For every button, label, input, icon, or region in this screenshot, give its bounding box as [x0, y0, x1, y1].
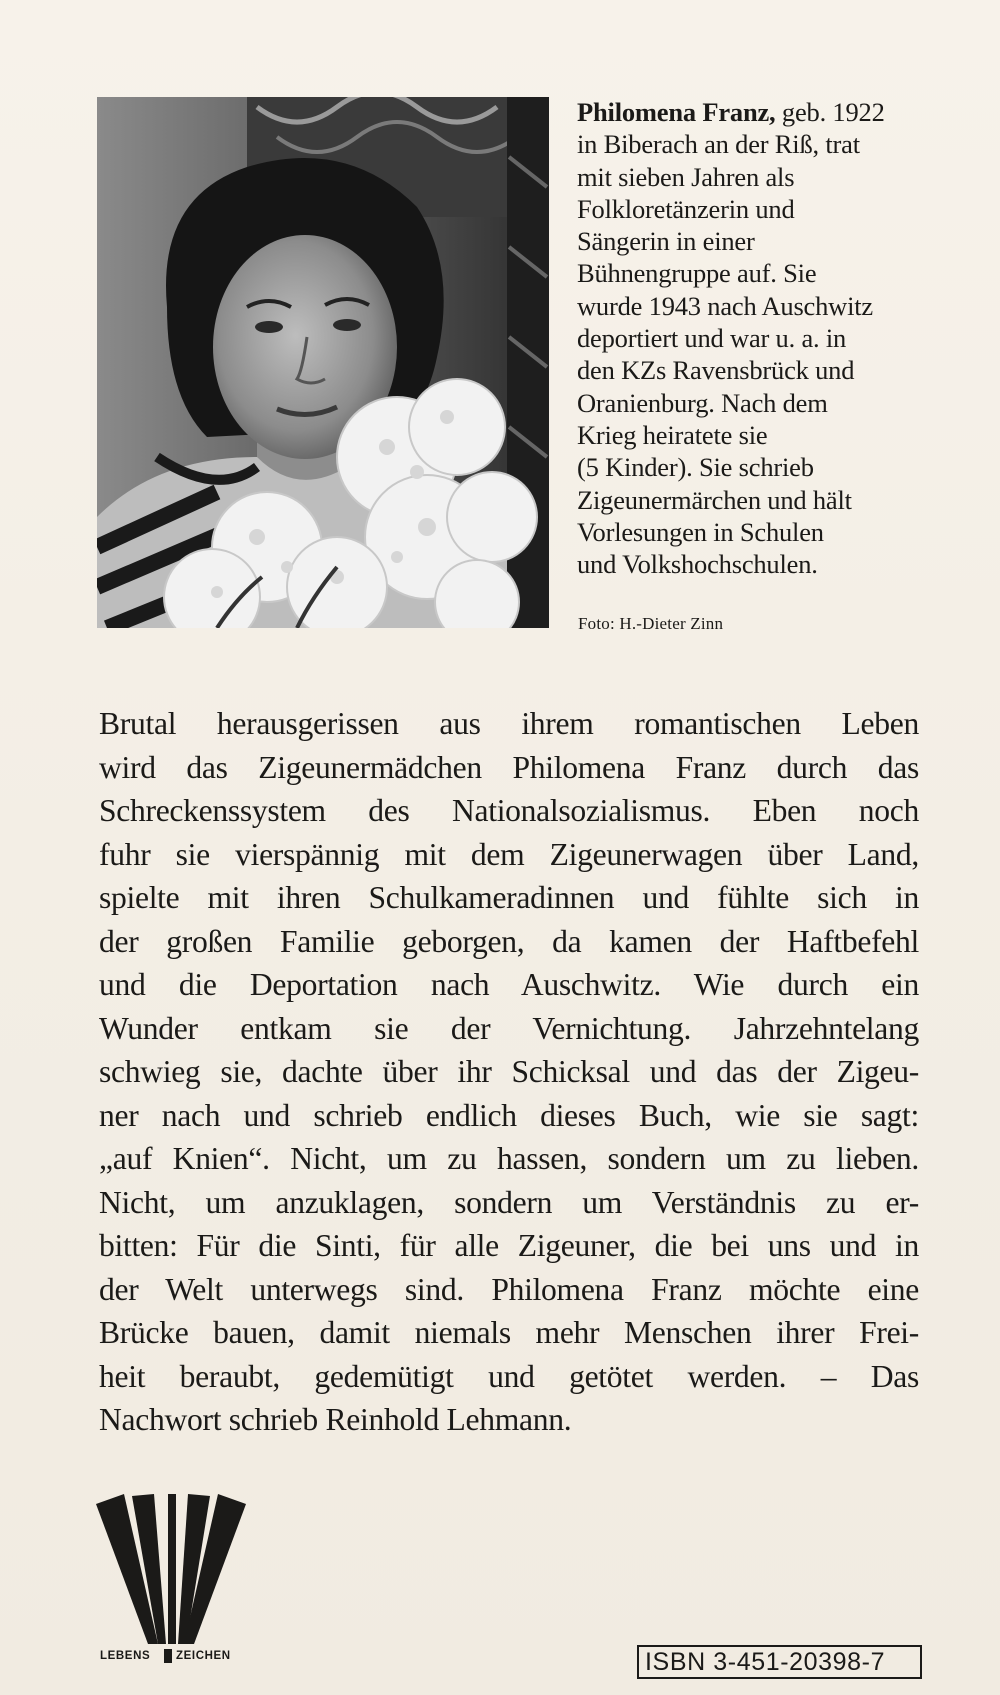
author-name: Philomena Franz, — [577, 97, 776, 127]
blurb-line: Brutal herausgerissen aus ihrem romantischen Leben — [99, 706, 919, 741]
logo-word-zeichen: ZEICHEN — [176, 1650, 231, 1662]
blurb-line: Nachwort schrieb Reinhold Lehmann. — [99, 1402, 572, 1437]
bio-line: Folkloretänzerin und — [577, 193, 795, 224]
bio-line: Oranienburg. Nach dem — [577, 387, 828, 418]
blurb-line: wird das Zigeunermädchen Philomena Franz durch das — [99, 749, 919, 785]
blurb-line: der großen Familie geborgen, da kamen der Haftbefehl — [99, 923, 919, 959]
blurb-line: Schreckenssystem des Nationalsozialismus. Eben noch — [99, 793, 919, 828]
lebenszeichen-logo-icon — [96, 1494, 246, 1670]
author-photo — [97, 97, 549, 628]
bio-line: wurde 1943 nach Auschwitz — [577, 290, 873, 321]
blurb-line: und die Deportation nach Auschwitz. Wie durch ein — [99, 967, 919, 1002]
bio-line: Krieg heiratete sie — [577, 419, 768, 450]
bio-line: Sängerin in einer — [577, 226, 755, 257]
author-photo-illustration — [97, 97, 549, 628]
blurb-line: fuhr sie vierspännig mit dem Zigeunerwagen über Land, — [99, 836, 919, 872]
blurb-line: Nicht, um anzuklagen, sondern um Verständnis zu er- — [99, 1184, 919, 1220]
bio-line: in Biberach an der Riß, trat — [577, 129, 860, 160]
author-bio — [577, 96, 937, 580]
isbn-box: ISBN 3-451-20398-7 — [637, 1645, 922, 1679]
bio-line: geb. 1922 — [775, 97, 885, 127]
logo-bar — [164, 1649, 172, 1663]
logo-word-lebens: LEBENS — [100, 1650, 151, 1662]
blurb-line: „auf Knien“. Nicht, um zu hassen, sondern um zu lieben. — [99, 1141, 919, 1176]
bio-line: mit sieben Jahren als — [577, 161, 795, 192]
photo-credit: Foto: H.-Dieter Zinn — [578, 614, 724, 633]
bio-line: den KZs Ravensbrück und — [577, 355, 855, 386]
blurb-line: Brücke bauen, damit niemals mehr Menschen ihrer Frei- — [99, 1315, 919, 1350]
blurb-line: spielte mit ihren Schulkameradinnen und fühlte sich in — [99, 880, 919, 915]
bio-line: Bühnengruppe auf. Sie — [577, 258, 817, 289]
bio-line: Zigeunermärchen und hält — [577, 484, 852, 515]
bio-line: Vorlesungen in Schulen — [577, 516, 824, 547]
blurb-line: Wunder entkam sie der Vernichtung. Jahrzehntelang — [99, 1010, 919, 1046]
blurb-line: der Welt unterwegs sind. Philomena Franz möchte eine — [99, 1271, 919, 1307]
bio-line: (5 Kinder). Sie schrieb — [577, 452, 814, 483]
blurb-line: schwieg sie, dachte über ihr Schicksal und das der Zigeu- — [99, 1054, 919, 1089]
bio-line: und Volkshochschulen. — [577, 549, 818, 580]
blurb-line: bitten: Für die Sinti, für alle Zigeuner, die bei uns und in — [99, 1228, 919, 1263]
blurb-line: heit beraubt, gedemütigt und getötet werden. – Das — [99, 1358, 919, 1394]
blurb-text — [99, 702, 919, 1442]
blurb-line: ner nach und schrieb endlich dieses Buch, wie sie sagt: — [99, 1097, 919, 1133]
logo-mark-icon — [96, 1494, 246, 1644]
bio-line: deportiert und war u. a. in — [577, 323, 847, 354]
